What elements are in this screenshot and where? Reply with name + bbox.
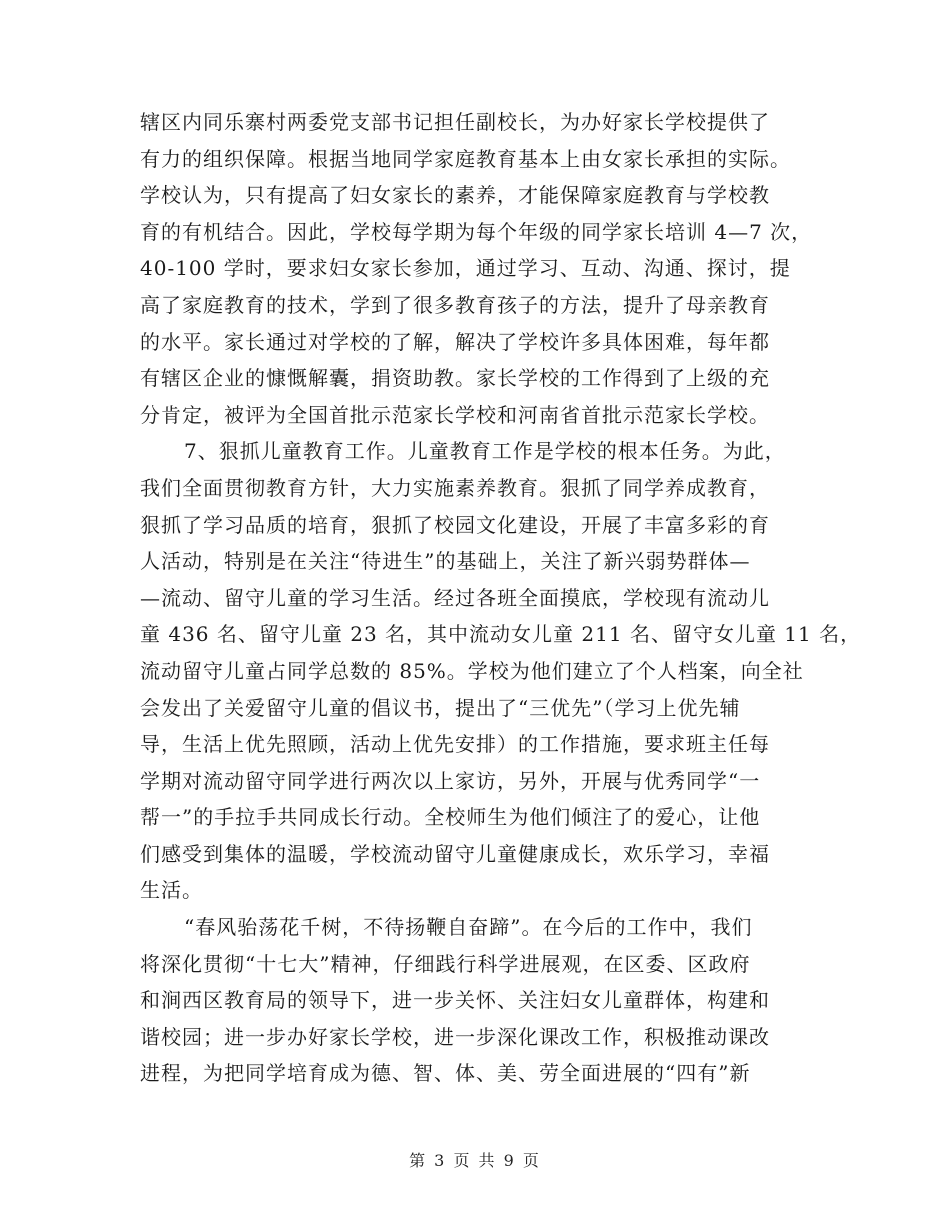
- text-line: 育的有机结合。因此，学校每学期为每个年级的同学家长培训 4—7 次，: [140, 219, 813, 244]
- text-line: 导，生活上优先照顾，活动上优先安排）的工作措施，要求班主任每: [140, 732, 770, 757]
- text-line: 辖区内同乐寨村两委党支部书记担任副校长，为办好家长学校提供了: [140, 110, 770, 134]
- text-line: 高了家庭教育的技术，学到了很多教育孩子的方法，提升了母亲教育: [140, 292, 770, 317]
- text-line: 分肯定，被评为全国首批示范家长学校和河南省首批示范家长学校。: [140, 402, 770, 427]
- text-line: 童 436 名、留守儿童 23 名，其中流动女儿童 211 名、留守女儿童 11 名，: [140, 622, 862, 647]
- text-line: 40-100 学时，要求妇女家长参加，通过学习、互动、沟通、探讨，提: [140, 256, 791, 281]
- text-line: 帮一”的手拉手共同成长行动。全校师生为他们倾注了的爱心，让他: [140, 805, 761, 830]
- text-line: 人活动，特别是在关注“待进生”的基础上，关注了新兴弱势群体—: [140, 549, 751, 574]
- text-line: 的水平。家长通过对学校的了解，解决了学校许多具体困难，每年都: [140, 329, 770, 354]
- text-line: 学期对流动留守同学进行两次以上家访，另外，开展与优秀同学“一: [140, 768, 761, 793]
- text-line: 生活。: [140, 878, 203, 903]
- text-line: 狠抓了学习品质的培育，狠抓了校园文化建设，开展了丰富多彩的育: [140, 512, 770, 537]
- text-line: 有辖区企业的慷慨解囊，捐资助教。家长学校的工作得到了上级的充: [140, 366, 770, 391]
- paragraph-start-line: 7、狠抓儿童教育工作。儿童教育工作是学校的根本任务。为此，: [184, 439, 786, 464]
- text-line: 进程，为把同学培育成为德、智、体、美、劳全面进展的“四有”新: [140, 1061, 751, 1086]
- text-line: 们感受到集体的温暖，学校流动留守儿童健康成长，欢乐学习，幸福: [140, 841, 770, 866]
- text-line: 学校认为，只有提高了妇女家长的素养，才能保障家庭教育与学校教: [140, 183, 770, 208]
- body-text: [140, 104, 862, 1092]
- text-line: 会发出了关爱留守儿童的倡议书，提出了“三优先”（学习上优先辅: [140, 695, 741, 720]
- text-line: 有力的组织保障。根据当地同学家庭教育基本上由女家长承担的实际。: [140, 146, 791, 171]
- text-line: 流动留守儿童占同学总数的 85%。学校为他们建立了个人档案，向全社: [140, 658, 804, 683]
- text-line: 和涧西区教育局的领导下，进一步关怀、关注妇女儿童群体，构建和: [140, 988, 770, 1013]
- page-number-footer: 第 3 页 共 9 页: [409, 1151, 541, 1170]
- text-line: 谐校园；进一步办好家长学校，进一步深化课改工作，积极推动课改: [140, 1024, 770, 1049]
- text-line: 我们全面贯彻教育方针，大力实施素养教育。狠抓了同学养成教育，: [140, 475, 770, 500]
- text-line: —流动、留守儿童的学习生活。经过各班全面摸底，学校现有流动儿: [140, 585, 770, 610]
- text-line: 将深化贯彻“十七大”精神，仔细践行科学进展观，在区委、区政府: [140, 951, 751, 976]
- paragraph-start-line: “春风骀荡花千树，不待扬鞭自奋蹄”。在今后的工作中，我们: [184, 915, 753, 940]
